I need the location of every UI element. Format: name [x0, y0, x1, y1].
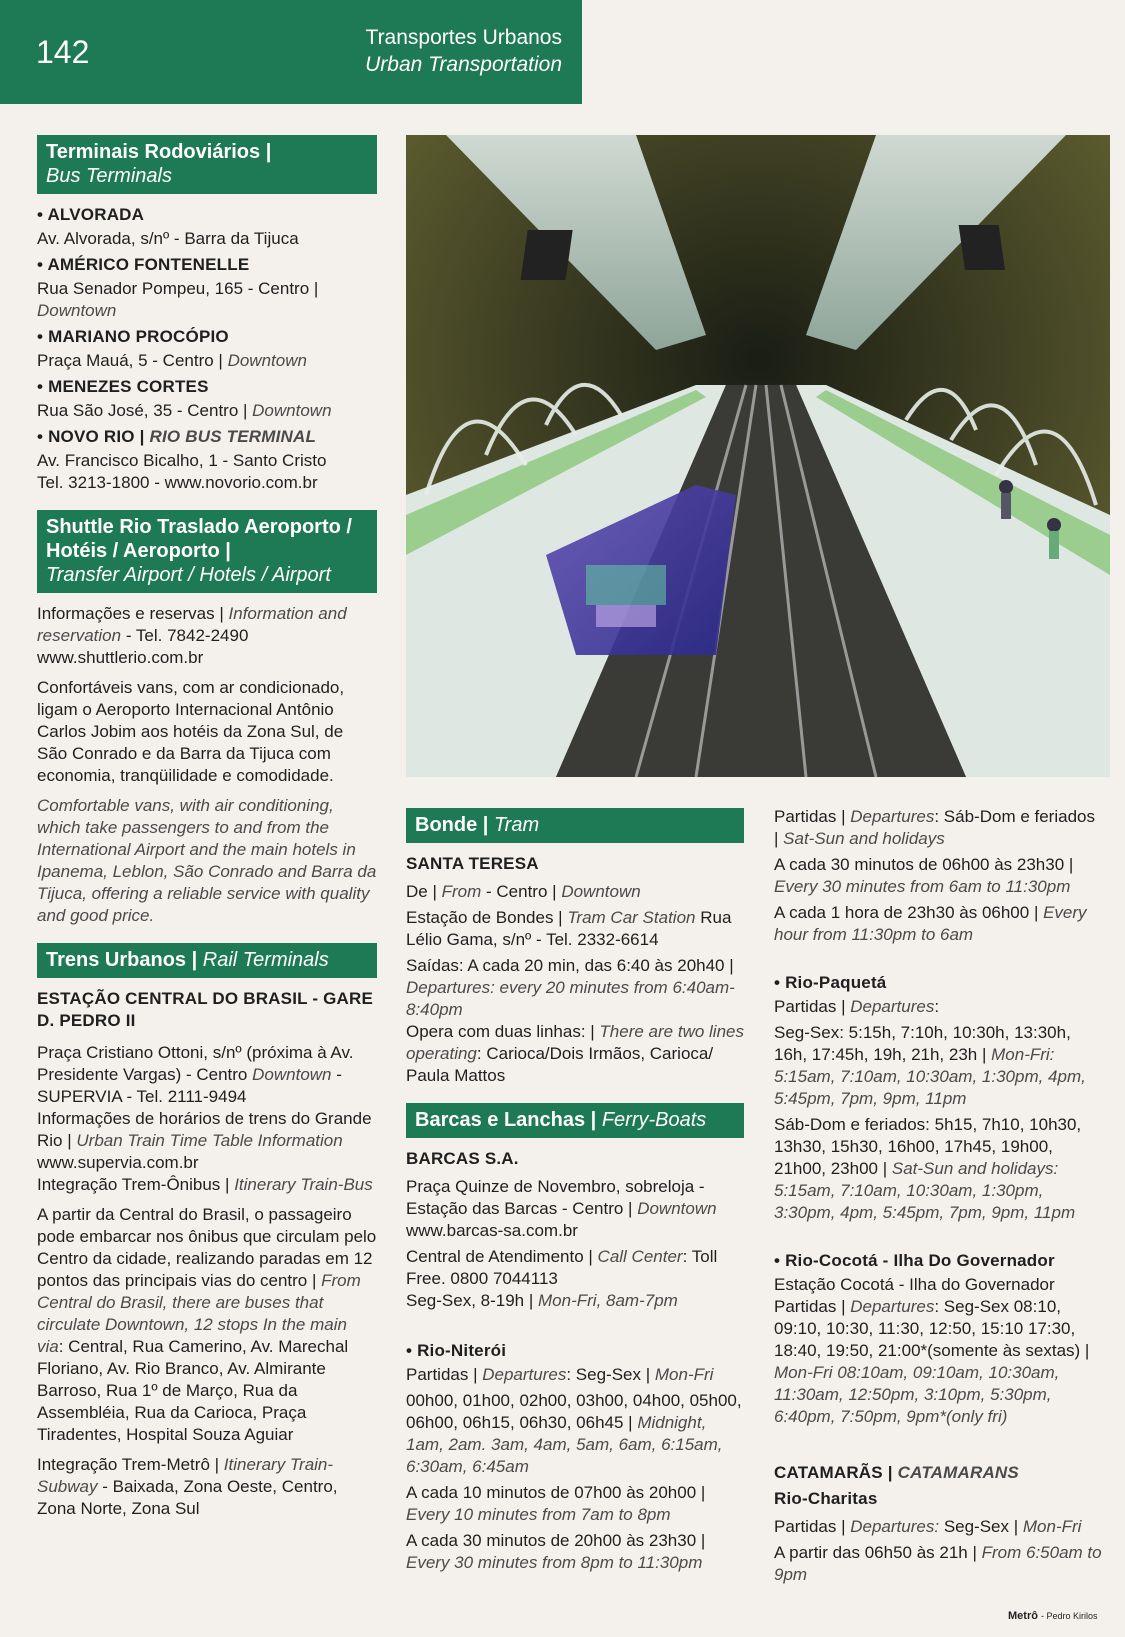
page-header	[0, 0, 582, 104]
list-item-text: Praça Mauá, 5 - Centro | Downtown	[37, 351, 307, 370]
paqueta-departures: Partidas | Departures:	[774, 997, 940, 1016]
list-item-title: • MARIANO PROCÓPIO	[37, 326, 377, 348]
bus-terminal-list	[37, 204, 377, 494]
shuttle-url: www.shuttlerio.com.br	[37, 648, 204, 667]
column-right	[774, 806, 1104, 1586]
column-left	[37, 135, 377, 1520]
niteroi-title: • Rio-Niterói	[406, 1340, 744, 1362]
shuttle-info: Informações e reservas | Information and reservation - Tel. 7842-2490	[37, 604, 347, 645]
ferry-hours: Seg-Sex, 8-19h | Mon-Fri, 8am-7pm	[406, 1291, 678, 1310]
shuttle-heading: Shuttle Rio Traslado Aeroporto / Hotéis / Aeroporto | Transfer Airport / Hotels / Airport	[37, 510, 377, 593]
shuttle-description-en: Comfortable vans, with air conditioning, which take passengers to and from the International Airport and the main hotels in Ipanema, Leblon, São Conrado and Barra da Tijuca, offering a reliable service with quality and good price.	[37, 796, 377, 925]
tram-from: De | From - Centro | Downtown	[406, 882, 641, 901]
ferry-heading: Barcas e Lanchas | Ferry-Boats	[406, 1103, 744, 1138]
list-item-title: • NOVO RIO | RIO BUS TERMINAL	[37, 426, 377, 448]
bus-terminals-heading: Terminais Rodoviários | Bus Terminals	[37, 135, 377, 194]
list-item-text: Tel. 3213-1800 - www.novorio.com.br	[37, 473, 318, 492]
list-item-text: Av. Francisco Bicalho, 1 - Santo Cristo	[37, 451, 327, 470]
cocota-title: • Rio-Cocotá - Ilha Do Governador	[774, 1250, 1104, 1272]
rail-heading: Trens Urbanos | Rail Terminals	[37, 943, 377, 978]
tram-heading: Bonde | Tram	[406, 808, 744, 843]
ferry-url: www.barcas-sa.com.br	[406, 1221, 578, 1240]
rail-integration-bus: Integração Trem-Ônibus | Itinerary Train-Bus	[37, 1175, 373, 1194]
paqueta-weekends: Sáb-Dom e feriados: 5h15, 7h10, 10h30, 13h30, 15h30, 16h00, 17h45, 19h00, 21h00, 23h00 | Sat-Sun and holidays: 5:15am, 7:10am, 10:30am, 1:30pm, 3:30pm, 4pm, 5:45pm, 7pm, 9pm, 11pm	[774, 1115, 1082, 1222]
ferry-call-center: Central de Atendimento | Call Center: Toll Free. 0800 7044113	[406, 1247, 718, 1288]
list-item-title: • AMÉRICO FONTENELLE	[37, 254, 377, 276]
niteroi-departures: Partidas | Departures: Seg-Sex | Mon-Fri	[406, 1365, 714, 1384]
rail-address: Praça Cristiano Ottoni, s/nº (próxima à Av. Presidente Vargas) - Centro Downtown - SUPERVIA - Tel. 2111-9494	[37, 1043, 354, 1106]
niteroi-weekend-every30: A cada 30 minutos de 06h00 às 23h30 | Every 30 minutes from 6am to 11:30pm	[774, 855, 1074, 896]
ferry-company: BARCAS S.A.	[406, 1149, 519, 1168]
page-number: 142	[36, 34, 90, 70]
catamaran-hours: A partir das 06h50 às 21h | From 6:50am to 9pm	[774, 1543, 1102, 1584]
cocota-station: Estação Cocotá - Ilha do Governador	[774, 1275, 1055, 1294]
list-item-text: Rua São José, 35 - Centro | Downtown	[37, 401, 332, 420]
tram-departures: Saídas: A cada 20 min, das 6:40 às 20h40 | Departures: every 20 minutes from 6:40am-8:40pm	[406, 956, 735, 1019]
niteroi-weekend: Partidas | Departures: Sáb-Dom e feriados | Sat-Sun and holidays	[774, 807, 1095, 848]
catamaran-departures: Partidas | Departures: Seg-Sex | Mon-Fri	[774, 1517, 1082, 1536]
photo-credit: Metrô - Pedro Kirilos	[1008, 1610, 1098, 1622]
rail-url: www.supervia.com.br	[37, 1153, 199, 1172]
niteroi-every10: A cada 10 minutos de 07h00 às 20h00 | Every 10 minutes from 7am to 8pm	[406, 1483, 706, 1524]
catamaran-title: CATAMARÃS | CATAMARANS	[774, 1463, 1019, 1482]
rail-body: A partir da Central do Brasil, o passageiro pode embarcar nos ônibus que circulam pelo Centro da cidade, realizando paradas em 12 pontos das principais vias do centro | From Central do Brasil, there are buses that circulate Downtown, 12 stops In the main via: Central, Rua Camerino, Av. Marechal Floriano, Av. Rio Branco, Av. Almirante Barroso, Rua 1º de Março, Rua da Assembléia, Rua da Carioca, Praça Tiradentes, Hospital Souza Aguiar	[37, 1205, 377, 1444]
niteroi-times: 00h00, 01h00, 02h00, 03h00, 04h00, 05h00, 06h00, 06h15, 06h30, 06h45 | Midnight, 1am, 2am. 3am, 4am, 5am, 6am, 6:15am, 6:30am, 6:45am	[406, 1391, 742, 1476]
list-item-title: • MENEZES CORTES	[37, 376, 377, 398]
niteroi-weekend-every-hour: A cada 1 hora de 23h30 às 06h00 | Every hour from 11:30pm to 6am	[774, 903, 1087, 944]
tram-lines: Opera com duas linhas: | There are two lines operating: Carioca/Dois Irmãos, Carioca/ Paula Mattos	[406, 1022, 744, 1085]
list-item-text: Av. Alvorada, s/nº - Barra da Tijuca	[37, 229, 299, 248]
tram-station: Estação de Bondes | Tram Car Station Rua Lélio Gama, s/nº - Tel. 2332-6614	[406, 908, 732, 949]
header-title-en: Urban Transportation	[365, 53, 562, 76]
rail-integration-subway: Integração Trem-Metrô | Itinerary Train-Subway - Baixada, Zona Oeste, Centro, Zona Norte, Zona Sul	[37, 1455, 338, 1518]
rail-info: Informações de horários de trens do Grande Rio | Urban Train Time Table Information	[37, 1109, 372, 1150]
list-item-text: Rua Senador Pompeu, 165 - Centro | Downtown	[37, 279, 319, 320]
rail-station-name: ESTAÇÃO CENTRAL DO BRASIL - GARE D. PEDRO II	[37, 989, 374, 1030]
catamaran-route: Rio-Charitas	[774, 1489, 878, 1508]
shuttle-description-pt: Confortáveis vans, com ar condicionado, ligam o Aeroporto Internacional Antônio Carlos Jobim aos hotéis da Zona Sul, de São Conrado e da Barra da Tijuca com economia, tranqüilidade e comodidade.	[37, 678, 345, 785]
ferry-address: Praça Quinze de Novembro, sobreloja - Estação das Barcas - Centro | Downtown	[406, 1177, 717, 1218]
header-title	[365, 24, 562, 78]
cocota-departures: Partidas | Departures: Seg-Sex 08:10, 09:10, 10:30, 11:30, 12:50, 15:10 17:30, 18:40, 19:50, 21:00*(somente às sextas) | Mon-Fri 08:10am, 09:10am, 10:30am, 11:30am, 12:50pm, 3:10pm, 5:30pm, 6:40pm, 7:50pm, 9pm*(only fri)	[774, 1297, 1090, 1426]
paqueta-weekdays: Seg-Sex: 5:15h, 7:10h, 10:30h, 13:30h, 16h, 17:45h, 19h, 21h, 23h | Mon-Fri: 5:15am, 7:10am, 10:30am, 1:30pm, 4pm, 5:45pm, 7pm, 9pm, 11pm	[774, 1023, 1086, 1108]
column-middle	[406, 808, 744, 1574]
list-item-title: • ALVORADA	[37, 204, 377, 226]
paqueta-title: • Rio-Paquetá	[774, 972, 1104, 994]
metro-station-photo	[406, 135, 1110, 777]
metro-photo-illustration	[406, 135, 1110, 777]
tram-name: SANTA TERESA	[406, 854, 539, 873]
niteroi-every30: A cada 30 minutos de 20h00 às 23h30 | Every 30 minutes from 8pm to 11:30pm	[406, 1531, 706, 1572]
header-title-pt: Transportes Urbanos	[365, 26, 562, 49]
